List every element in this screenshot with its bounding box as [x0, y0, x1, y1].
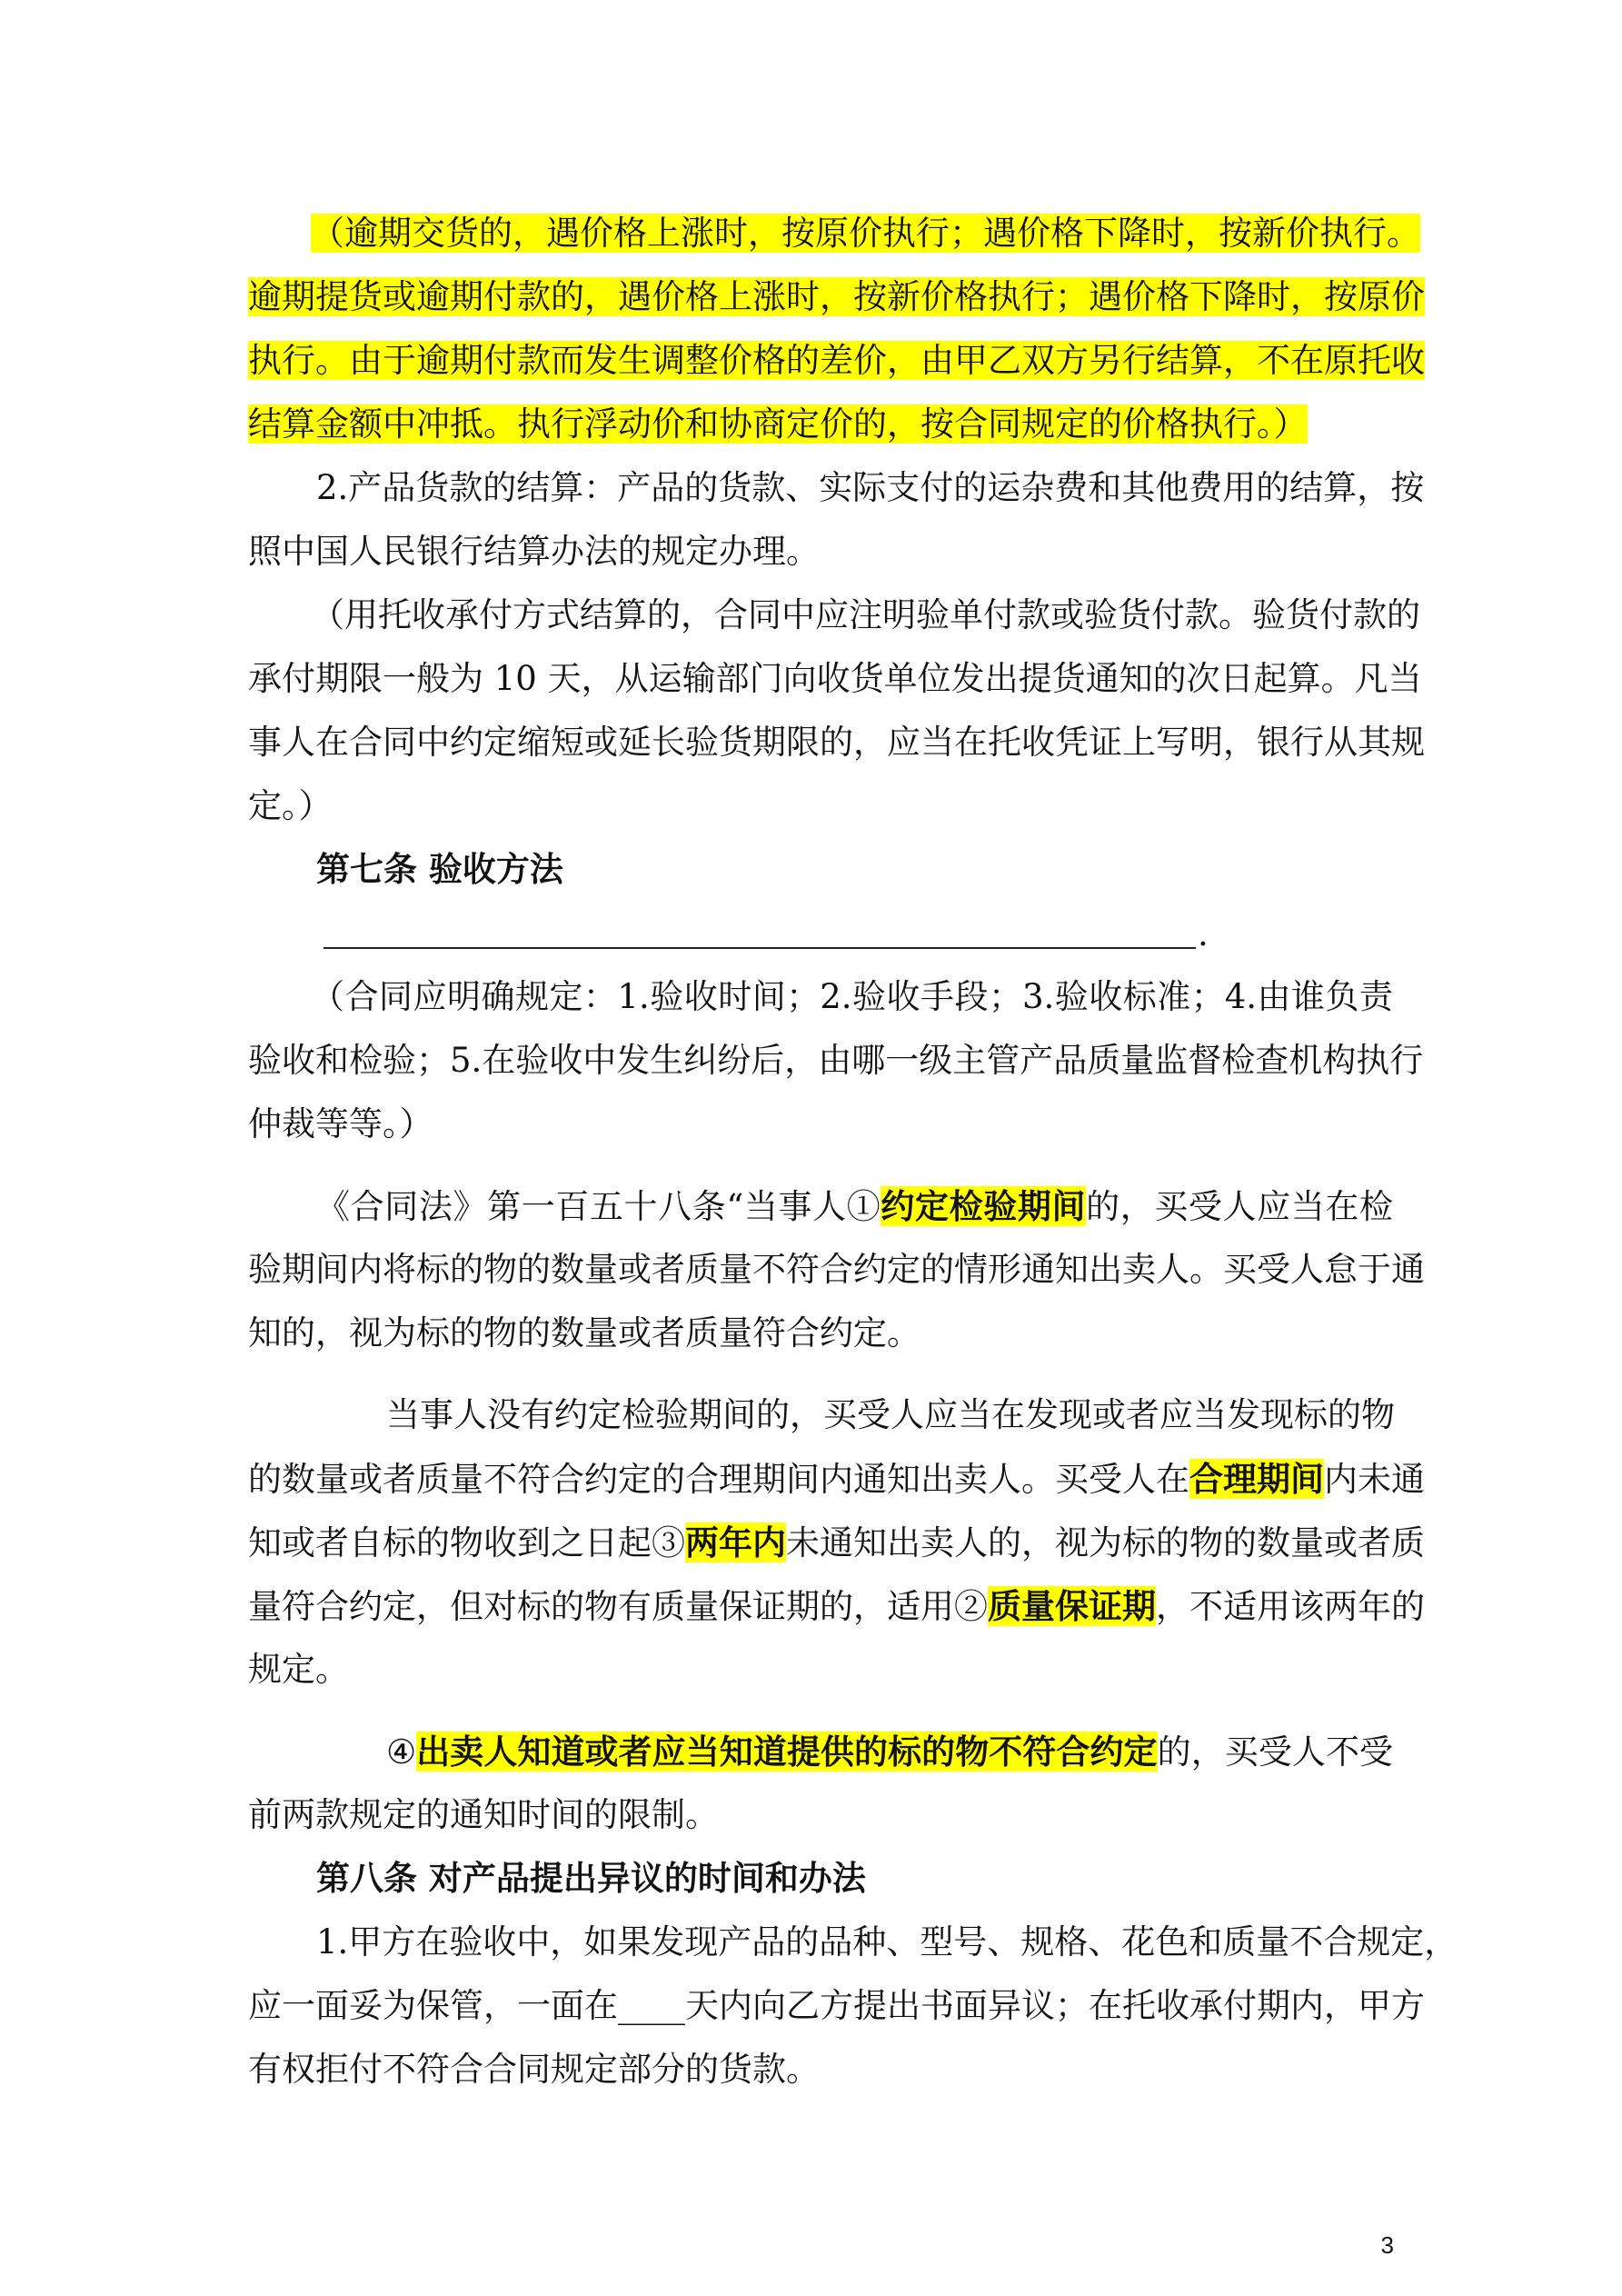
text-span: ④ [386, 1732, 417, 1772]
text-line: 承付期限一般为 10 天，从运输部门向收货单位发出提货通知的次日起算。凡当 [248, 659, 1422, 698]
text-line [311, 202, 1420, 265]
text-span: 知或者自标的物收到之日起③ [248, 1523, 685, 1562]
highlighted-term: 质量保证期 [988, 1586, 1156, 1626]
page-number: 3 [1380, 2231, 1394, 2259]
text-line [386, 1720, 1393, 1783]
text-span: 的，买受人不受 [1157, 1732, 1394, 1772]
text-line [248, 265, 1425, 329]
text-line: 验期间内将标的物的数量或者质量不符合约定的情形通知出卖人。买受人怠于通 [248, 1250, 1425, 1289]
text-line: 1.甲方在验收中，如果发现产品的品种、型号、规格、花色和质量不合规定， [316, 1922, 1458, 1962]
text-line [316, 1174, 1393, 1238]
text-line: 当事人没有约定检验期间的，买受人应当在发现或者应当发现标的物 [386, 1395, 1395, 1434]
highlighted-text: 逾期提货或逾期付款的，遇价格上涨时，按新价格执行；遇价格下降时，按原价 [248, 277, 1425, 316]
blank-end-mark: . [1198, 914, 1209, 953]
highlighted-text: （逾期交货的，遇价格上涨时，按原价执行；遇价格下降时，按新价执行。 [311, 214, 1420, 253]
text-span: 内未通 [1324, 1460, 1425, 1499]
highlighted-term: 出卖人知道或者应当知道提供的标的物不符合约定 [416, 1732, 1158, 1772]
text-line: 规定。 [248, 1650, 349, 1689]
text-span: 量符合约定，但对标的物有质量保证期的，适用② [248, 1587, 988, 1626]
text-line: 验收和检验；5.在验收中发生纠纷后，由哪一级主管产品质量监督检查机构执行 [248, 1041, 1424, 1080]
text-line [248, 1974, 1425, 2038]
text-span: 的，买受人应当在检 [1086, 1187, 1394, 1226]
text-line: 事人在合同中约定缩短或延长验货期限的，应当在托收凭证上写明，银行从其规 [248, 723, 1425, 762]
text-line: 定。） [248, 786, 333, 825]
fill-in-blank-line [323, 947, 1196, 949]
fill-in-blank: ____ [618, 1986, 685, 2025]
highlighted-term: 约定检验期间 [881, 1186, 1087, 1226]
text-span: 天内向乙方提出书面异议；在托收承付期内，甲方 [685, 1986, 1425, 2025]
text-line: 2.产品货款的结算：产品的货款、实际支付的运杂费和其他费用的结算，按 [316, 468, 1425, 507]
text-line [248, 1447, 1425, 1511]
highlighted-term: 两年内 [685, 1522, 786, 1562]
text-line [248, 393, 1393, 456]
text-line [248, 329, 1425, 393]
highlighted-term: 合理期间 [1189, 1459, 1324, 1499]
text-span: 的数量或者质量不符合约定的合理期间内通知出卖人。买受人在 [248, 1460, 1189, 1499]
text-line: （用托收承付方式结算的，合同中应注明验单付款或验货付款。验货付款的 [311, 595, 1420, 634]
text-line: 前两款规定的通知时间的限制。 [248, 1795, 719, 1834]
text-line [248, 1511, 1425, 1574]
text-span: 应一面妥为保管，一面在 [248, 1986, 618, 2025]
text-span: ，不适用该两年的 [1156, 1587, 1425, 1626]
text-span: 未通知出卖人的，视为标的物的数量或者质 [786, 1523, 1425, 1562]
article-heading: 第八条 对产品提出异议的时间和办法 [316, 1859, 866, 1898]
article-heading: 第七条 验收方法 [316, 850, 563, 889]
highlighted-text: 执行。由于逾期付款而发生调整价格的差价，由甲乙双方另行结算，不在原托收 [248, 341, 1425, 380]
text-line: 知的，视为标的物的数量或者质量符合约定。 [248, 1313, 920, 1353]
highlighted-text: 结算金额中冲抵。执行浮动价和协商定价的，按合同规定的价格执行。） [248, 404, 1308, 444]
text-line: 照中国人民银行结算办法的规定办理。 [248, 532, 820, 571]
text-line: 仲裁等等。） [248, 1104, 433, 1143]
text-line: （合同应明确规定：1.验收时间；2.验收手段；3.验收标准；4.由谁负责 [311, 977, 1393, 1016]
text-line [248, 1574, 1425, 1638]
text-span: 《合同法》第一百五十八条“当事人① [316, 1187, 881, 1226]
text-line: 有权拒付不符合合同规定部分的货款。 [248, 2050, 820, 2089]
